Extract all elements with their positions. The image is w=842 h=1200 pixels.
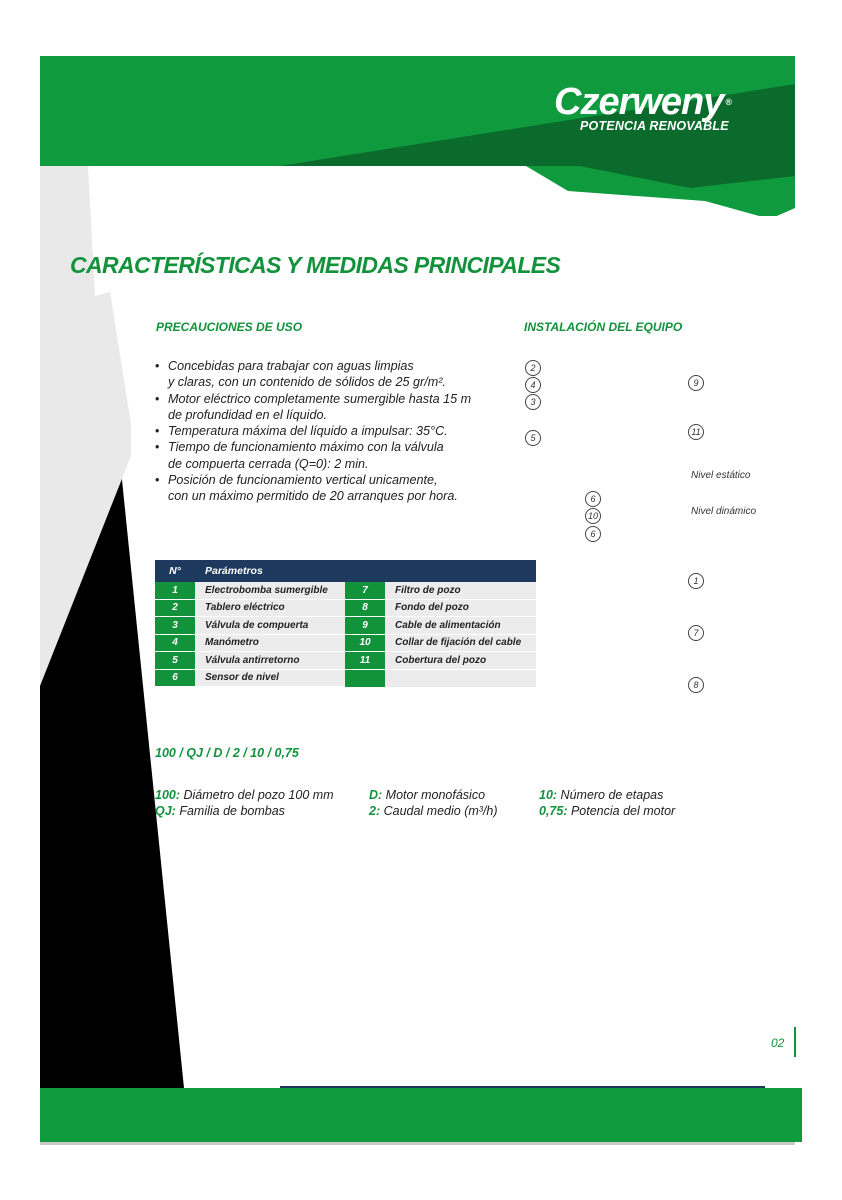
callout-marker: 3: [525, 394, 541, 410]
param-number: 4: [155, 634, 195, 652]
param-label: Cable de alimentación: [385, 617, 536, 635]
legend-item: 100: Diámetro del pozo 100 mm: [155, 788, 334, 802]
registered-mark: ®: [725, 97, 732, 107]
param-label: Filtro de pozo: [385, 582, 536, 599]
param-number: 7: [345, 582, 385, 599]
brand-name: Czerweny: [554, 81, 724, 123]
callout-marker: 2: [525, 360, 541, 376]
table-row: [155, 652, 536, 670]
callout-marker: 7: [688, 625, 704, 641]
callout-marker: 9: [688, 375, 704, 391]
param-label: Electrobomba sumergible: [195, 582, 345, 599]
brand-logo: [554, 82, 731, 122]
column-header-parameters: Parámetros: [195, 560, 536, 582]
precautions-list: [155, 358, 515, 505]
callout-marker: 10: [585, 508, 601, 524]
installation-title: INSTALACIÓN DEL EQUIPO: [524, 320, 683, 334]
model-legend-column-3: [539, 787, 675, 819]
callout-marker: 6: [585, 491, 601, 507]
param-number: 1: [155, 582, 195, 599]
param-label: Válvula antirretorno: [195, 652, 345, 670]
list-item: • Tiempo de funcionamiento máximo con la válvula de compuerta cerrada (Q=0): 2 min.: [155, 439, 515, 472]
legend-item: 2: Caudal medio (m³/h): [369, 804, 498, 818]
footer-band: [40, 1088, 802, 1142]
page-number-rule: [794, 1027, 796, 1057]
table-row: [155, 634, 536, 652]
static-level-label: Nivel estático: [691, 470, 751, 481]
legend-item: 0,75: Potencia del motor: [539, 804, 676, 818]
param-label: Tablero eléctrico: [195, 599, 345, 617]
list-item: • Concebidas para trabajar con aguas limpias y claras, con un contenido de sólidos de 25 gr/m².: [155, 358, 515, 391]
table-row: [155, 582, 536, 599]
legend-item: D: Motor monofásico: [369, 788, 486, 802]
param-number: 3: [155, 617, 195, 635]
page-title: CARACTERÍSTICAS Y MEDIDAS PRINCIPALES: [70, 252, 561, 278]
param-label-empty: [385, 669, 536, 687]
parameters-table: [155, 560, 536, 687]
model-code: 100 / QJ / D / 2 / 10 / 0,75: [155, 746, 299, 760]
param-number: 5: [155, 652, 195, 670]
param-label: Válvula de compuerta: [195, 617, 345, 635]
param-label: Manómetro: [195, 634, 345, 652]
param-number: 10: [345, 634, 385, 652]
callout-marker: 6: [585, 526, 601, 542]
model-legend-column-1: [155, 787, 334, 819]
param-number: 9: [345, 617, 385, 635]
header-decoration: [40, 56, 795, 216]
param-label: Sensor de nivel: [195, 669, 345, 687]
param-number-empty: [345, 669, 385, 687]
param-number: 2: [155, 599, 195, 617]
param-number: 8: [345, 599, 385, 617]
param-label: Fondo del pozo: [385, 599, 536, 617]
param-label: Cobertura del pozo: [385, 652, 536, 670]
param-number: 6: [155, 669, 195, 687]
legend-item: QJ: Familia de bombas: [155, 804, 285, 818]
column-header-number: N°: [155, 560, 195, 582]
brand-tagline: POTENCIA RENOVABLE: [580, 119, 729, 133]
table-header-row: [155, 560, 536, 582]
page-number: 02: [771, 1036, 785, 1050]
param-label: Collar de fijación del cable: [385, 634, 536, 652]
callout-marker: 8: [688, 677, 704, 693]
table-row: [155, 599, 536, 617]
callout-marker: 5: [525, 430, 541, 446]
table-row: [155, 617, 536, 635]
table-row: [155, 669, 536, 687]
list-item: • Temperatura máxima del líquido a impulsar: 35°C.: [155, 423, 515, 439]
param-number: 11: [345, 652, 385, 670]
list-item: • Motor eléctrico completamente sumergible hasta 15 m de profundidad en el líquido.: [155, 391, 515, 424]
callout-marker: 11: [688, 424, 704, 440]
footer-line: [40, 1142, 795, 1145]
legend-item: 10: Número de etapas: [539, 788, 664, 802]
precautions-title: PRECAUCIONES DE USO: [156, 320, 303, 334]
dynamic-level-label: Nivel dinámico: [691, 506, 757, 517]
callout-marker: 1: [688, 573, 704, 589]
callout-marker: 4: [525, 377, 541, 393]
model-legend-column-2: [369, 787, 498, 819]
list-item: • Posición de funcionamiento vertical unicamente, con un máximo permitido de 20 arranques por hora.: [155, 472, 515, 505]
